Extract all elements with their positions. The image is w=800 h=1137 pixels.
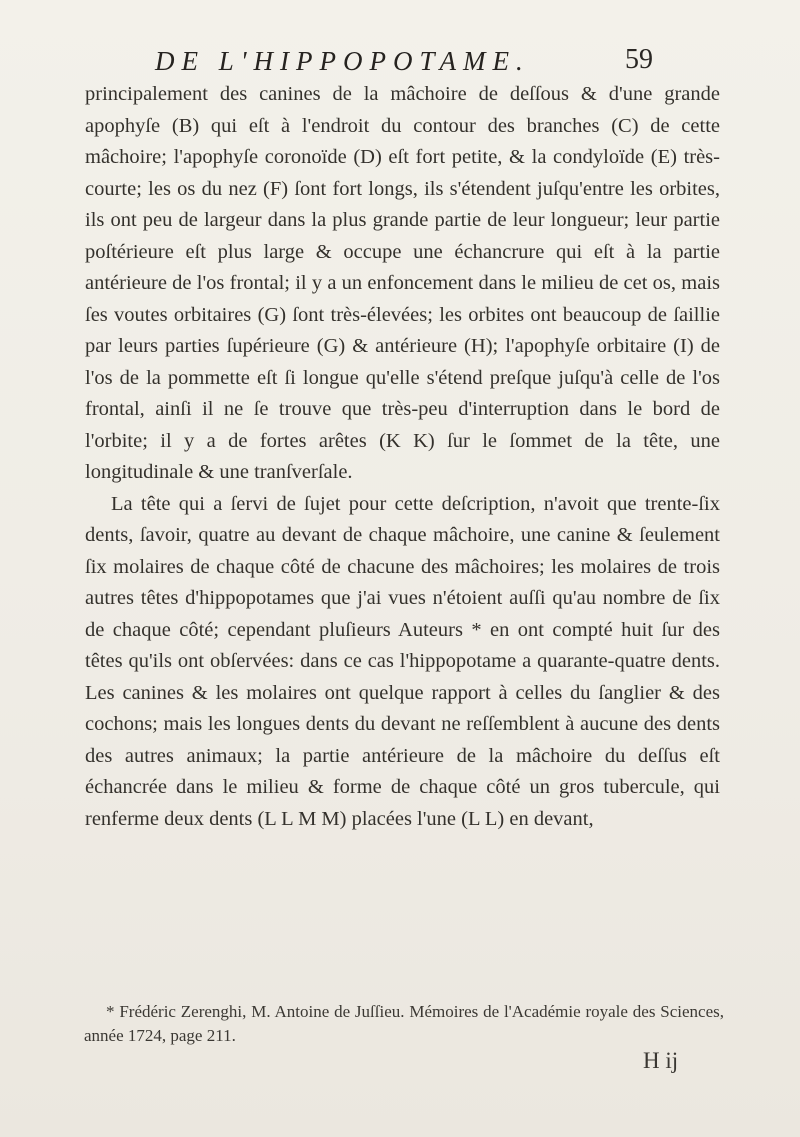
signature-mark: H ij xyxy=(643,1048,679,1073)
running-title: DE L'HIPPOPOTAME. xyxy=(155,46,530,76)
body-text xyxy=(85,79,720,835)
paragraph: La tête qui a ſervi de ſujet pour cette deſcription, n'avoit que trente-ſix dents, ſavoir, quatre au devant de chaque mâchoire, une canine & ſeulement ſix molaires de chaque côté de chacune des mâchoires; les molaires de trois autres têtes d'hippopotames que j'ai vues n'étoient auſſi qu'au nombre de ſix de chaque côté; cependant pluſieurs Auteurs * en ont compté huit ſur des têtes qu'ils ont obſervées: dans ce cas l'hippopotame a quarante-quatre dents. Les canines & les molaires ont quelque rapport à celles du ſanglier & des cochons; mais les longues dents du devant ne reſſemblent à aucune des dents des autres animaux; la partie antérieure de la mâchoire du deſſus eſt échancrée dans le milieu & forme de chaque côté un gros tubercule, qui renferme deux dents (L L M M) placées l'une (L L) en devant, xyxy=(85,492,720,830)
footnote: * Frédéric Zerenghi, M. Antoine de Juſſieu. Mémoires de l'Académie royale des Sciences, année 1724, page 211. xyxy=(84,1002,724,1045)
paragraph: principalement des canines de la mâchoire de deſſous & d'une grande apophyſe (B) qui eſt à l'endroit du contour des branches (C) de cette mâchoire; l'apophyſe coronoïde (D) eſt fort petite, & la condyloïde (E) très-courte; les os du nez (F) ſont fort longs, ils s'étendent juſqu'entre les orbites, ils ont peu de largeur dans la plus grande partie de leur longueur; leur partie poſtérieure eſt plus large & occupe une échancrure qui eſt à la partie antérieure de l'os frontal; il y a un enfoncement dans le milieu de cet os, mais ſes voutes orbitaires (G) ſont très-élevées; les orbites ont beaucoup de ſaillie par leurs parties ſupérieure (G) & antérieure (H); l'apophyſe orbitaire (I) de l'os de la pommette eſt ſi longue qu'elle s'étend preſque juſqu'à celle de l'os frontal, ainſi il ne ſe trouve que très-peu d'interruption dans le bord de l'orbite; il y a de fortes arêtes (K K) ſur le ſommet de la tête, une longitudinale & une tranſverſale. xyxy=(85,83,720,483)
page-number: 59 xyxy=(625,44,653,75)
